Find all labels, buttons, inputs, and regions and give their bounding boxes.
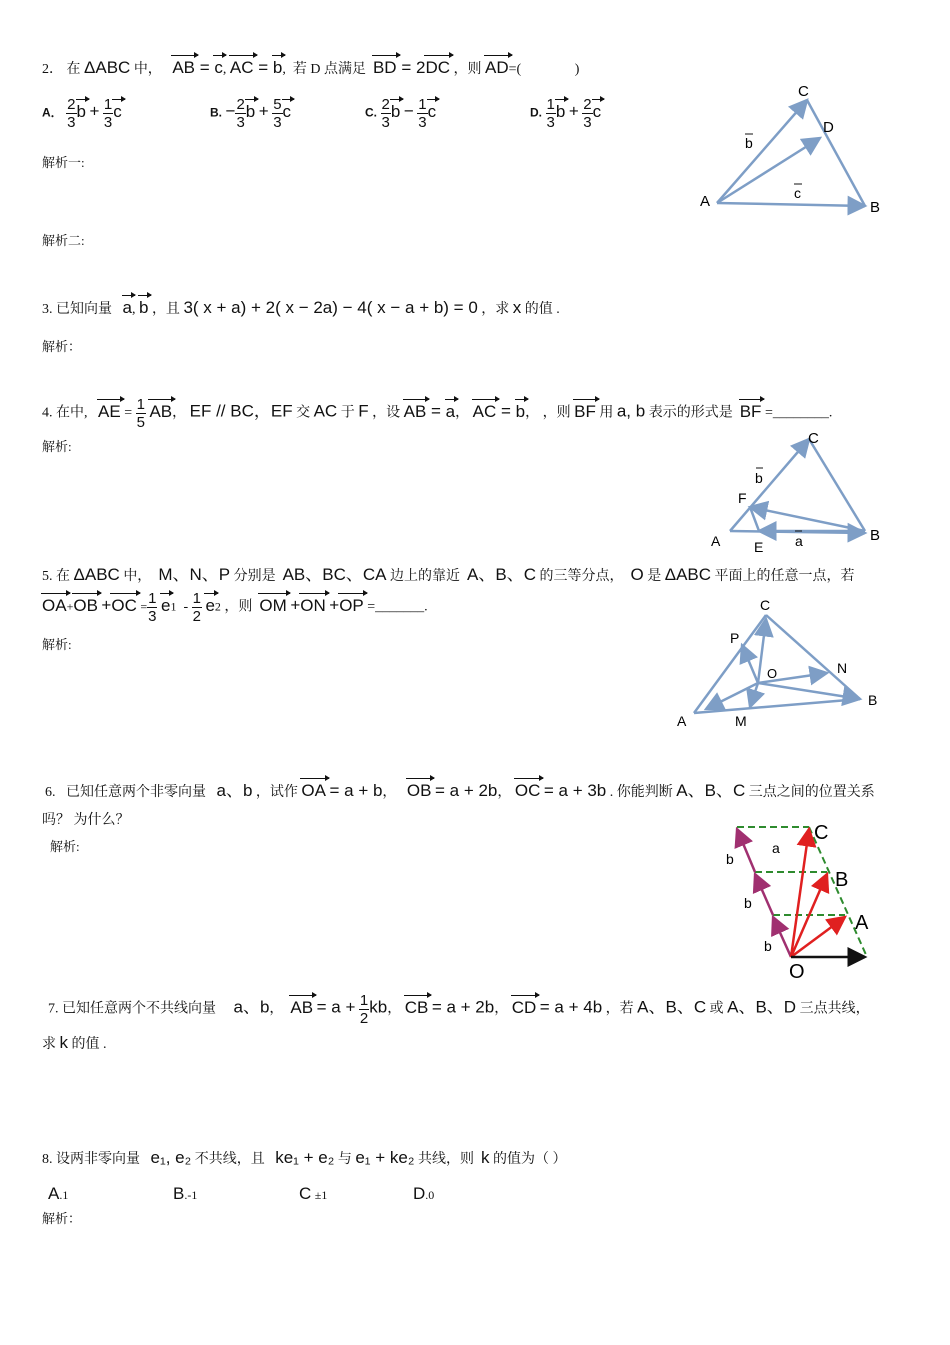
q6-label-b3: b	[764, 938, 772, 954]
q8-option-a[interactable]: A.1	[48, 1184, 69, 1203]
q2-option-c[interactable]: C. $\frac{2}{3}$ b − $\frac{1}{3}$ c	[365, 96, 437, 131]
q6-label-B: B	[835, 869, 849, 891]
q4-label-A: A	[711, 533, 721, 549]
q6-stem-line2: 吗？ 为什么？	[42, 813, 130, 828]
q4-figure	[705, 425, 890, 555]
q4-label-B: B	[870, 527, 881, 544]
q2-label-B: B	[870, 199, 881, 216]
q4-label-E: E	[754, 539, 764, 555]
q3-analysis: 解析：	[42, 339, 82, 354]
q8-analysis: 解析：	[42, 1211, 82, 1226]
q2-option-d[interactable]: D. $\frac{1}{3}$ b + $\frac{2}{3}$ c	[530, 96, 602, 131]
q6-label-b1: b	[726, 851, 734, 867]
q2-figure	[695, 78, 895, 218]
q7-stem-line1: 7. 已知任意两个不共线向量 a、b， AB = a + $\frac{1}{2}$ kb， CB = a + 2b， CD = a + 4b ，若 A、B、C 或 A、B、D 三点共线，	[48, 992, 870, 1027]
q5-analysis: 解析:	[42, 637, 72, 652]
q6-analysis: 解析:	[50, 839, 80, 854]
q2-option-a[interactable]: A． $\frac{2}{3}$ b + $\frac{1}{3}$ c	[42, 96, 122, 131]
q5-label-M: M	[735, 713, 747, 729]
q5-label-O: O	[767, 666, 778, 681]
q2-analysis-1: 解析一:	[42, 155, 85, 170]
q2-label-C: C	[798, 83, 809, 100]
q8-stem: 8. 设两非零向量 e₁, e₂ 不共线，且 ke₁ + e₂ 与 e₁ + ke₂ 共线，则 k 的值为（ ）	[42, 1148, 567, 1167]
q6-label-b2: b	[744, 895, 752, 911]
q4-stem: 4. 在中, AE = $\frac{1}{5}$ AB， EF // BC，EF 交 AC 于 F ，设 AB = a， AC = b， ，则 BF 用 a, b 表示的形式是 BF =________.	[42, 396, 833, 431]
q8-option-b[interactable]: B.-1	[173, 1184, 198, 1203]
q6-figure	[705, 815, 880, 985]
q2-label-b: b	[745, 135, 753, 151]
q3-stem: 3. 已知向量 a, b ，且 3( x + a) + 2( x − 2a) − 4( x − a + b) = 0 ，求 x 的值 .	[42, 298, 560, 317]
q2-stem: 2． 在 ΔABC 中， AB = c, AC = b, 若 D 点满足 BD = 2DC ，则 AD=( )	[42, 58, 580, 77]
q4-analysis: 解析:	[42, 439, 72, 454]
q2-label-D: D	[823, 119, 834, 136]
q8-option-d[interactable]: D.0	[413, 1184, 435, 1203]
q4-label-b: b	[755, 470, 763, 486]
q6-stem-line1: 6. 已知任意两个非零向量 a、b ，试作 OA = a + b， OB = a + 2b， OC = a + 3b . 你能判断 A、B、C 三点之间的位置关系	[45, 781, 875, 800]
q2-option-b[interactable]: B. − $\frac{2}{3}$ b + $\frac{5}{3}$ c	[210, 96, 292, 131]
q5-figure	[672, 595, 887, 735]
q6-label-C: C	[814, 822, 829, 844]
q6-label-a: a	[772, 840, 780, 856]
q5-label-N: N	[837, 660, 848, 676]
q2-label-c: c	[794, 185, 801, 201]
q7-stem-line2: 求 k 的值 .	[42, 1033, 107, 1052]
q5-stem-line2: OA+OB +OC = $\frac{1}{3}$ e1 - $\frac{1}{2}$ e2 ，则 OM +ON +OP =_______.	[42, 590, 428, 625]
q5-label-C: C	[760, 597, 771, 613]
q3-equation: 3( x + a) + 2( x − 2a) − 4( x − a + b) = 0	[183, 298, 478, 317]
q8-option-c[interactable]: C ±1	[299, 1184, 328, 1203]
q4-label-a: a	[795, 533, 803, 549]
q5-label-A: A	[677, 713, 687, 729]
q6-label-A: A	[855, 912, 869, 934]
q6-label-O: O	[789, 961, 805, 983]
q5-label-B: B	[868, 692, 878, 708]
q4-label-C: C	[808, 430, 819, 447]
q2-analysis-2: 解析二:	[42, 233, 85, 248]
q4-label-F: F	[738, 490, 747, 506]
q5-label-P: P	[730, 630, 740, 646]
q5-stem-line1: 5. 在 ΔABC 中， M、N、P 分别是 AB、BC、CA 边上的靠近 A、B、C 的三等分点， O 是 ΔABC 平面上的任意一点，若	[42, 565, 855, 584]
q2-label-A: A	[700, 193, 711, 210]
